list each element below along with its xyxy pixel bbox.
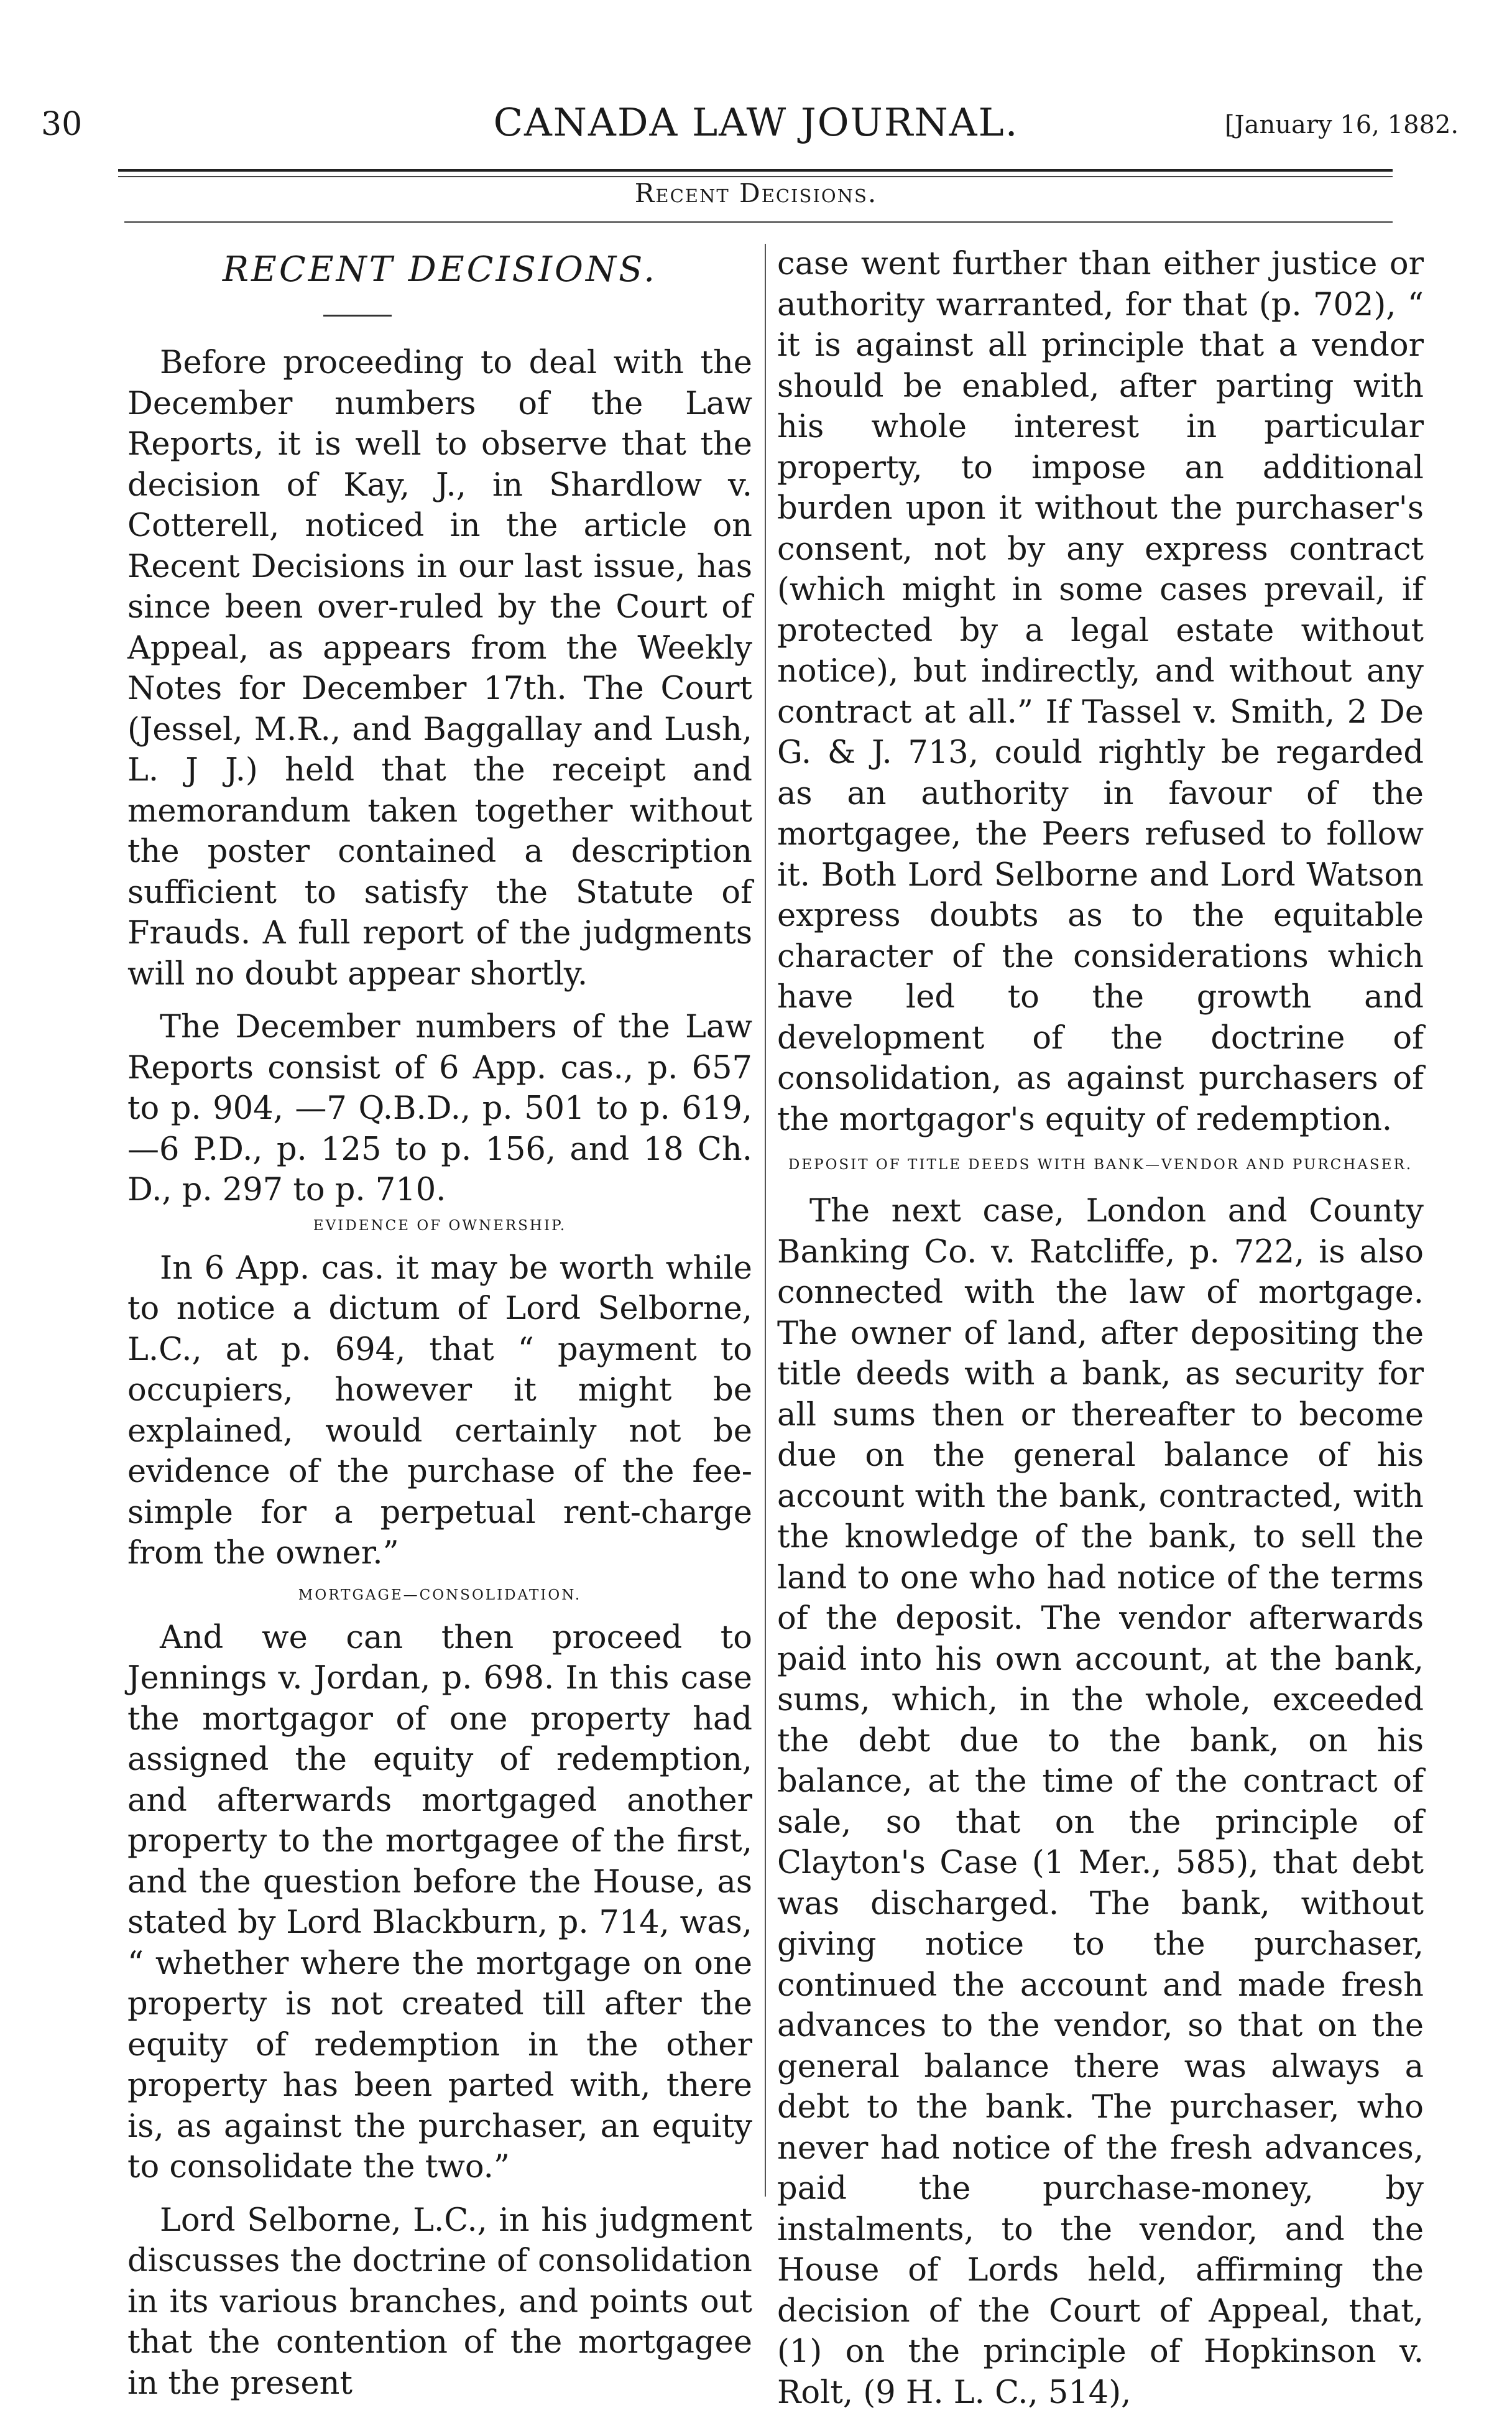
left-column [127, 244, 752, 2404]
paragraph-continuation: case went further than either justice or authority warranted, for that (p. 702), “ it is against all principle that a vendor should be enabled, after parting with his whole interest in particular property, to impose an additional burden upon it without the purchaser's consent, not by any express contract (which might in some cases prevail, if protected by a legal estate without notice), but indirectly, and without any contract at all.” If Tassel v. Smith, 2 De G. & J. 713, could rightly be regarded as an authority in favour of the mortgagee, the Peers refused to follow it. Both Lord Selborne and Lord Watson express doubts as to the equitable character of the considerations which have led to the growth and development of the doctrine of consolidation, as against purchasers of the mortgagor's equity of redemption. [777, 246, 1424, 1138]
right-column [777, 244, 1424, 2413]
paragraph-evidence: In 6 App. cas. it may be worth while to notice a dictum of Lord Selborne, L.C., at p. 694, that “ payment to occupiers, however it might be explained, would certainly not be evidence of the purchase of the fee-simple for a perpetual rent-charge from the owner.” [127, 1249, 752, 1572]
paragraph-law-reports: The December numbers of the Law Reports consist of 6 App. cas., p. 657 to p. 904, —7 Q.B.D., p. 501 to p. 619,—6 P.D., p. 125 to p. 156, and 18 Ch. D., p. 297 to p. 710. [127, 1009, 752, 1208]
paragraph-intro: Before proceeding to deal with the December numbers of the Law Reports, it is well to observe that the decision of Kay, J., in Shardlow v. Cotterell, noticed in the article on Recent Decisions in our last issue, has since been over-ruled by the Court of Appeal, as appears from the Weekly Notes for December 17th. The Court (Jessel, M.R., and Baggallay and Lush, L. J J.) held that the receipt and memorandum taken together without the poster contained a description sufficient to satisfy the Statute of Frauds. A full report of the judgments will no doubt appear shortly. [127, 345, 752, 993]
paragraph-jennings: And we can then proceed to Jennings v. Jordan, p. 698. In this case the mortgagor of one property had assigned the equity of redemption, and afterwards mortgaged another property to the mortgagee of the first, and the question before the House, as stated by Lord Blackburn, p. 714, was, “ whether where the mortgage on one property is not created till after the equity of redemption in the other property has been parted with, there is, as against the purchaser, an equity to consolidate the two.” [127, 1619, 752, 2185]
page-number: 30 [41, 106, 83, 143]
article-title: RECENT DECISIONS. [222, 249, 658, 290]
paragraph-selborne: Lord Selborne, L.C., in his judgment discusses the doctrine of consolidation in its various branches, and points out that the contention of the mortgagee in the present [127, 2202, 752, 2402]
issue-date: [January 16, 1882. [1225, 111, 1459, 139]
journal-title: CANADA LAW JOURNAL. [493, 100, 1019, 145]
section-rule [124, 221, 1393, 223]
header-rule-thin [118, 176, 1393, 177]
header-rule-thick [118, 169, 1393, 172]
title-dash [323, 315, 392, 317]
subhead-mortgage-consolidation: MORTGAGE—CONSOLIDATION. [298, 1586, 582, 1603]
subhead-evidence-of-ownership: EVIDENCE OF OWNERSHIP. [313, 1217, 567, 1234]
paragraph-london-county-banking: The next case, London and County Banking Co. v. Ratcliffe, p. 722, is also connected with the law of mortgage. The owner of land, after depositing the title deeds with a bank, as security for all sums then or thereafter to become due on the general balance of his account with the bank, contracted, with the knowledge of the bank, to sell the land to one who had notice of the terms of the deposit. The vendor afterwards paid into his own account, at the bank, sums, which, in the whole, exceeded the debt due to the bank, on his balance, at the time of the contract of sale, so that on the principle of Clayton's Case (1 Mer., 585), that debt was discharged. The bank, without giving notice to the purchaser, continued the account and made fresh advances to the vendor, so that on the general balance there was always a debt to the bank. The purchaser, who never had notice of the fresh advances, paid the purchase-money, by instalments, to the vendor, and the House of Lords held, affirming the decision of the Court of Appeal, that, (1) on the principle of Hopkinson v. Rolt, (9 H. L. C., 514), [777, 1193, 1424, 2411]
subhead-deposit-of-title-deeds: DEPOSIT OF TITLE DEEDS WITH BANK—VENDOR AND PURCHASER. [788, 1157, 1413, 1173]
column-divider [765, 244, 766, 2197]
section-title: Recent Decisions. [634, 178, 878, 208]
